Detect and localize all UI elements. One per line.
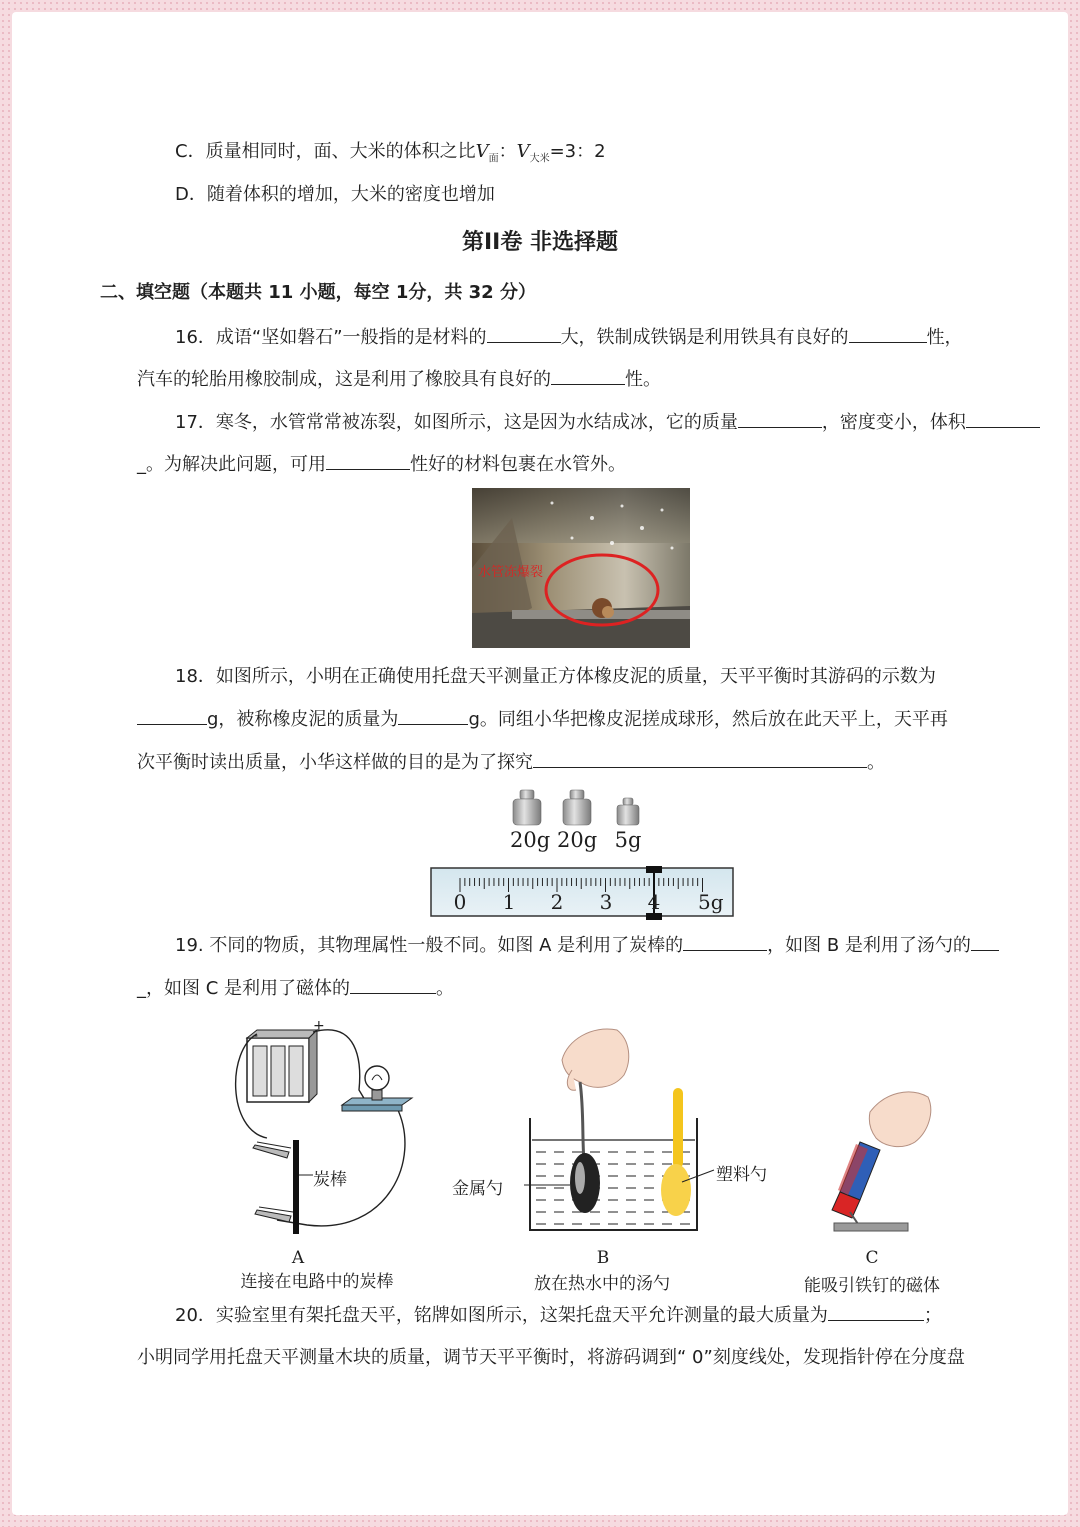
weight-5g-icon <box>617 798 639 825</box>
plastic-spoon-label: 塑料勺 <box>716 1165 767 1185</box>
answer-blank[interactable] <box>738 409 822 428</box>
frozen-pipe-photo <box>472 488 690 648</box>
question-19-line1: 19. 不同的物质，其物理属性一般不同。如图 A 是利用了炭棒的 ，如图 B 是利用了汤勺的 <box>175 932 999 959</box>
metal-spoon-icon <box>570 1082 600 1213</box>
weight-20g-icon <box>563 790 591 825</box>
section-title: 第II卷 非选择题 <box>461 230 619 255</box>
question-18-line1: 18．如图所示，小明在正确使用托盘天平测量正方体橡皮泥的质量，天平平衡时其游码的示数为 <box>175 666 936 687</box>
question-16-line2: 汽车的轮胎用橡胶制成，这是利用了橡胶具有良好的 性。 <box>137 366 661 393</box>
figure-c-magnet <box>790 1082 960 1296</box>
hand-icon <box>869 1092 931 1147</box>
alligator-clip-icon <box>255 1207 293 1222</box>
magnet-icon <box>832 1142 880 1218</box>
answer-blank[interactable] <box>683 932 767 951</box>
metal-spoon-label: 金属勺 <box>452 1179 503 1199</box>
alligator-clip-icon <box>253 1142 291 1158</box>
weight-label: 20g <box>510 828 551 852</box>
figure-a-letter: A <box>291 1248 305 1268</box>
weight-label: 5g <box>614 828 642 852</box>
option-c: C．质量相同时，面、大米的体积之比$V_面$：$V_{大米}=3$：2 <box>175 141 606 165</box>
ruler-tick-label: 5g <box>698 890 724 914</box>
answer-blank[interactable] <box>326 451 410 470</box>
question-20-line1: 20．实验室里有架托盘天平，铭牌如图所示，这架托盘天平允许测量的最大质量为 ； <box>175 1302 942 1329</box>
weight-label: 20g <box>557 828 598 852</box>
ruler-tick-label: 3 <box>599 890 613 914</box>
carbon-rod-label: 炭棒 <box>313 1170 347 1190</box>
weights-figure <box>510 788 650 858</box>
answer-blank[interactable] <box>533 749 867 768</box>
answer-blank[interactable] <box>137 706 207 725</box>
question-18-line2: g，被称橡皮泥的质量为 g。同组小华把橡皮泥搓成球形，然后放在此天平上，天平再 <box>137 706 948 733</box>
figure-b-letter: B <box>596 1248 610 1268</box>
answer-blank[interactable] <box>849 324 927 343</box>
ruler-tick-label: 1 <box>502 890 516 914</box>
figure-b-spoons <box>452 1020 782 1294</box>
ruler-tick-label: 4 <box>647 890 661 914</box>
figure-c-caption: 能吸引铁钉的磁体 <box>804 1276 940 1296</box>
light-bulb-icon <box>342 1066 412 1111</box>
question-19-line2: _，如图 C 是利用了磁体的 。 <box>137 975 454 1002</box>
plus-sign: + <box>313 1018 325 1034</box>
ruler-tick-label: 2 <box>550 890 564 914</box>
option-d: D．随着体积的增加，大米的密度也增加 <box>175 184 495 205</box>
answer-blank[interactable] <box>828 1302 924 1321</box>
question-17-line2: _。为解决此问题，可用 性好的材料包裹在水管外。 <box>137 451 626 478</box>
figure-c-letter: C <box>865 1248 879 1268</box>
carbon-rod-icon <box>293 1140 299 1234</box>
answer-blank[interactable] <box>487 324 561 343</box>
hand-icon <box>562 1029 629 1090</box>
section-header: 二、填空题（本题共 11 小题，每空 1分，共 32 分） <box>100 282 536 303</box>
question-20-line2: 小明同学用托盘天平测量木块的质量，调节天平平衡时，将游码调到“ 0”刻度线处，发现指针停在分度盘 <box>137 1347 965 1368</box>
rider-ruler <box>430 860 736 920</box>
weight-20g-icon <box>513 790 541 825</box>
answer-blank[interactable] <box>350 975 436 994</box>
ruler-tick-label: 0 <box>453 890 467 914</box>
question-17-line1: 17．寒冬，水管常常被冻裂，如图所示，这是因为水结成冰，它的质量 ，密度变小，体积 <box>175 409 1040 436</box>
answer-blank[interactable] <box>398 706 468 725</box>
minus-sign: - <box>253 1028 259 1044</box>
figure-b-caption: 放在热水中的汤勺 <box>534 1274 670 1294</box>
photo-label: 水管冻爆裂 <box>478 565 544 580</box>
exam-page <box>12 12 1068 1515</box>
figure-a-circuit <box>217 1018 417 1292</box>
question-18-line3: 次平衡时读出质量，小华这样做的目的是为了探究 。 <box>137 749 885 776</box>
question-16-line1: 16．成语“坚如磐石”一般指的是材料的 大，铁制成铁锅是利用铁具有良好的 性， <box>175 324 963 351</box>
figure-a-caption: 连接在电路中的炭棒 <box>240 1272 394 1292</box>
answer-blank[interactable] <box>966 409 1040 428</box>
answer-blank[interactable] <box>551 366 625 385</box>
answer-blank[interactable] <box>971 932 999 951</box>
